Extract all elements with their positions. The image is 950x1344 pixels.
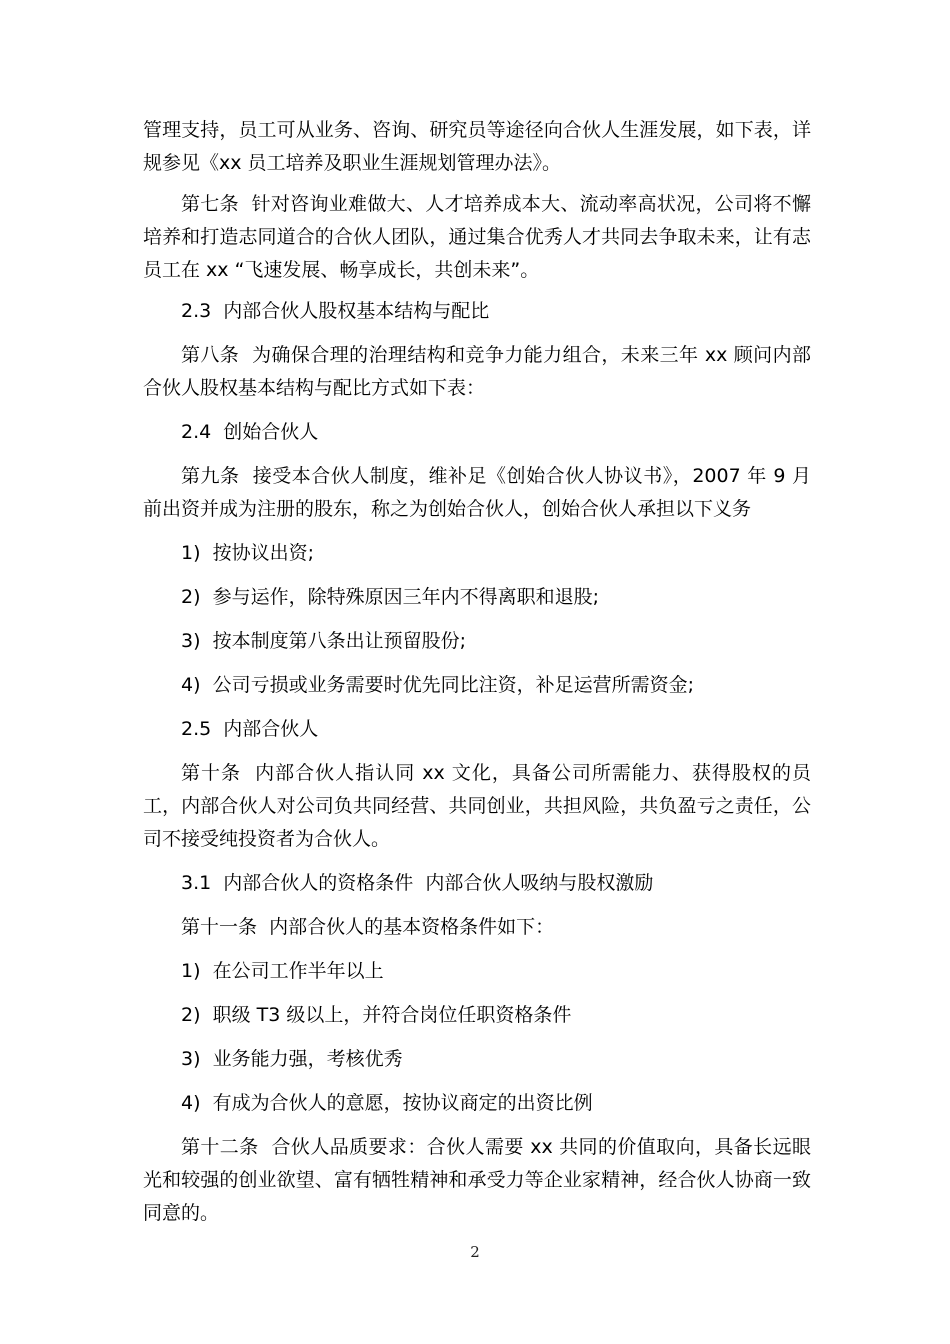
list-item: 2) 职级 T3 级以上，并符合岗位任职资格条件 <box>181 1004 572 1026</box>
list-item: 1) 按协议出资; <box>181 542 314 564</box>
article-9: 第九条 接受本合伙人制度，维补足《创始合伙人协议书》，2007 年 9 月前出资并成为注册的股东，称之为创始合伙人，创始合伙人承担以下义务 <box>143 465 811 520</box>
article-10: 第十条 内部合伙人指认同 xx 文化，具备公司所需能力、获得股权的员工，内部合伙人对公司负共同经营、共同创业，共担风险，共负盈亏之责任，公司不接受纯投资者为合伙人。 <box>143 762 811 850</box>
list-item: 4) 公司亏损或业务需要时优先同比注资，补足运营所需资金; <box>181 674 694 696</box>
article-12: 第十二条 合伙人品质要求：合伙人需要 xx 共同的价值取向，具备长远眼光和较强的创业欲望、富有牺牲精神和承受力等企业家精神，经合伙人协商一致同意的。 <box>143 1136 811 1224</box>
list-item: 4) 有成为合伙人的意愿，按协议商定的出资比例 <box>181 1092 593 1114</box>
list-item: 2) 参与运作，除特殊原因三年内不得离职和退股; <box>181 586 599 608</box>
section-heading-3-1: 3.1 内部合伙人的资格条件 内部合伙人吸纳与股权激励 <box>181 872 654 894</box>
list-item: 3) 按本制度第八条出让预留股份; <box>181 630 466 652</box>
page-number: 2 <box>470 1243 480 1261</box>
article-11: 第十一条 内部合伙人的基本资格条件如下： <box>181 916 555 938</box>
paragraph-continuation: 管理支持，员工可从业务、咨询、研究员等途径向合伙人生涯发展，如下表，详规参见《xx 员工培养及职业生涯规划管理办法》。 <box>143 119 811 174</box>
article-7: 第七条 针对咨询业难做大、人才培养成本大、流动率高状况，公司将不懈培养和打造志同道合的合伙人团队，通过集合优秀人才共同去争取未来，让有志员工在 xx “飞速发展、畅享成长，共创未来”。 <box>143 193 811 281</box>
article-8: 第八条 为确保合理的治理结构和竞争力能力组合，未来三年 xx 顾问内部合伙人股权基本结构与配比方式如下表： <box>143 344 811 399</box>
list-item: 1) 在公司工作半年以上 <box>181 960 384 982</box>
section-heading-2-4: 2.4 创始合伙人 <box>181 421 319 443</box>
document-body <box>143 114 811 1230</box>
section-heading-2-5: 2.5 内部合伙人 <box>181 718 319 740</box>
section-heading-2-3: 2.3 内部合伙人股权基本结构与配比 <box>181 300 490 322</box>
list-item: 3) 业务能力强，考核优秀 <box>181 1048 403 1070</box>
